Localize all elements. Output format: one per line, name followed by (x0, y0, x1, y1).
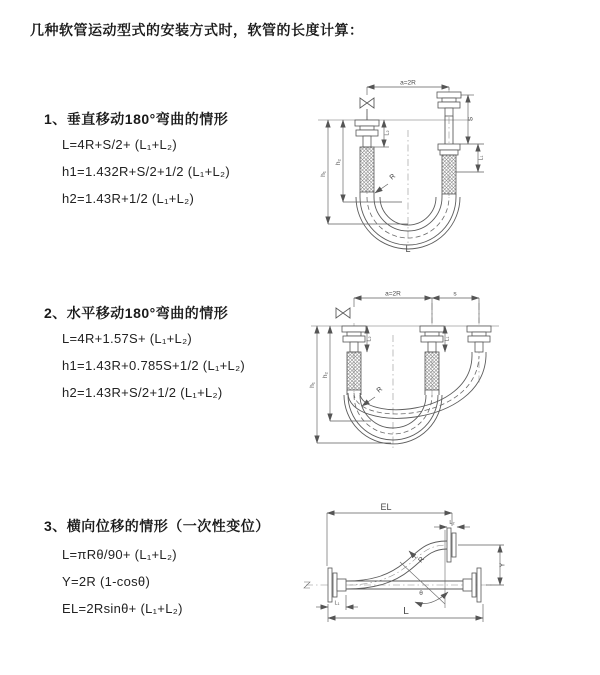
dim-label-l2: L₂ (449, 520, 455, 526)
right-end-fitting (463, 568, 481, 602)
dim-label-y: Y (499, 562, 507, 568)
dim-label-h1: h₁ (309, 382, 316, 388)
dim-label-l2: L₂ (366, 336, 373, 342)
length-label: L (405, 244, 411, 254)
section3-formula-Y: Y=2R (1-cosθ) (62, 574, 151, 589)
dim-label-s: S (467, 116, 475, 122)
middle-end-fitting (420, 326, 444, 352)
dim-label-h2: h₂ (322, 371, 329, 379)
hose-u-bend-displaced (348, 356, 486, 418)
left-end-fitting (328, 568, 346, 602)
section3-heading: 3、横向位移的情形（一次性变位） (44, 518, 270, 534)
section1-heading: 1、垂直移动180°弯曲的情形 (44, 111, 229, 127)
dim-label-span: a=2R (400, 79, 416, 87)
upper-end-fitting (447, 528, 456, 562)
section1-formula-L: L=4R+S/2+ (L₁+L₂) (62, 137, 177, 152)
page-title: 几种软管运动型式的安装方式时，软管的长度计算： (30, 22, 364, 38)
braided-hose-section (347, 352, 361, 390)
section2-formula-h2: h2=1.43R+S/2+1/2 (L₁+L₂) (62, 385, 223, 400)
hose-s-curve (346, 541, 447, 589)
section2-formula-h1: h1=1.43R+0.785S+1/2 (L₁+L₂) (62, 358, 246, 373)
valve-icon (336, 308, 350, 318)
dim-label-l1: L₁ (478, 155, 485, 161)
left-end-fitting (355, 120, 379, 147)
diagram-horizontal-180-bend (303, 283, 593, 463)
angle-label-theta: θ (419, 590, 423, 597)
section2-formula-L: L=4R+1.57S+ (L₁+L₂) (62, 331, 193, 346)
radius-label: R (375, 385, 385, 395)
dim-label-h2: h₂ (335, 158, 342, 166)
dim-label-l1: L₁ (444, 336, 451, 342)
section3-formula-EL: EL=2Rsinθ+ (L₁+L₂) (62, 601, 183, 616)
diagram-vertical-180-bend (310, 72, 590, 257)
dim-label-l2: L₂ (384, 130, 391, 136)
dim-label-s: s (453, 290, 457, 298)
radius-label: R (417, 555, 426, 565)
section1-formula-h2: h2=1.43R+1/2 (L₁+L₂) (62, 191, 195, 206)
left-end-fitting (342, 326, 366, 352)
radius-label: R (388, 172, 398, 182)
section2-heading: 2、水平移动180°弯曲的情形 (44, 305, 229, 321)
dim-label-l1: L₁ (334, 600, 340, 607)
dim-label-l: L (403, 606, 409, 617)
diagram-lateral-displacement (300, 500, 600, 650)
radius-line (400, 562, 445, 604)
braided-hose-section (425, 352, 439, 390)
section3-formula-L: L=πRθ/90+ (L₁+L₂) (62, 547, 177, 562)
braided-hose-section (360, 147, 374, 192)
right-end-fitting (467, 326, 491, 352)
section1-formula-h1: h1=1.432R+S/2+1/2 (L₁+L₂) (62, 164, 230, 179)
dim-label-span: a=2R (385, 290, 401, 298)
braided-hose-section (442, 155, 456, 194)
dim-label-el: EL (380, 502, 392, 512)
valve-icon (360, 98, 374, 120)
dim-label-h1: h₁ (320, 171, 327, 177)
